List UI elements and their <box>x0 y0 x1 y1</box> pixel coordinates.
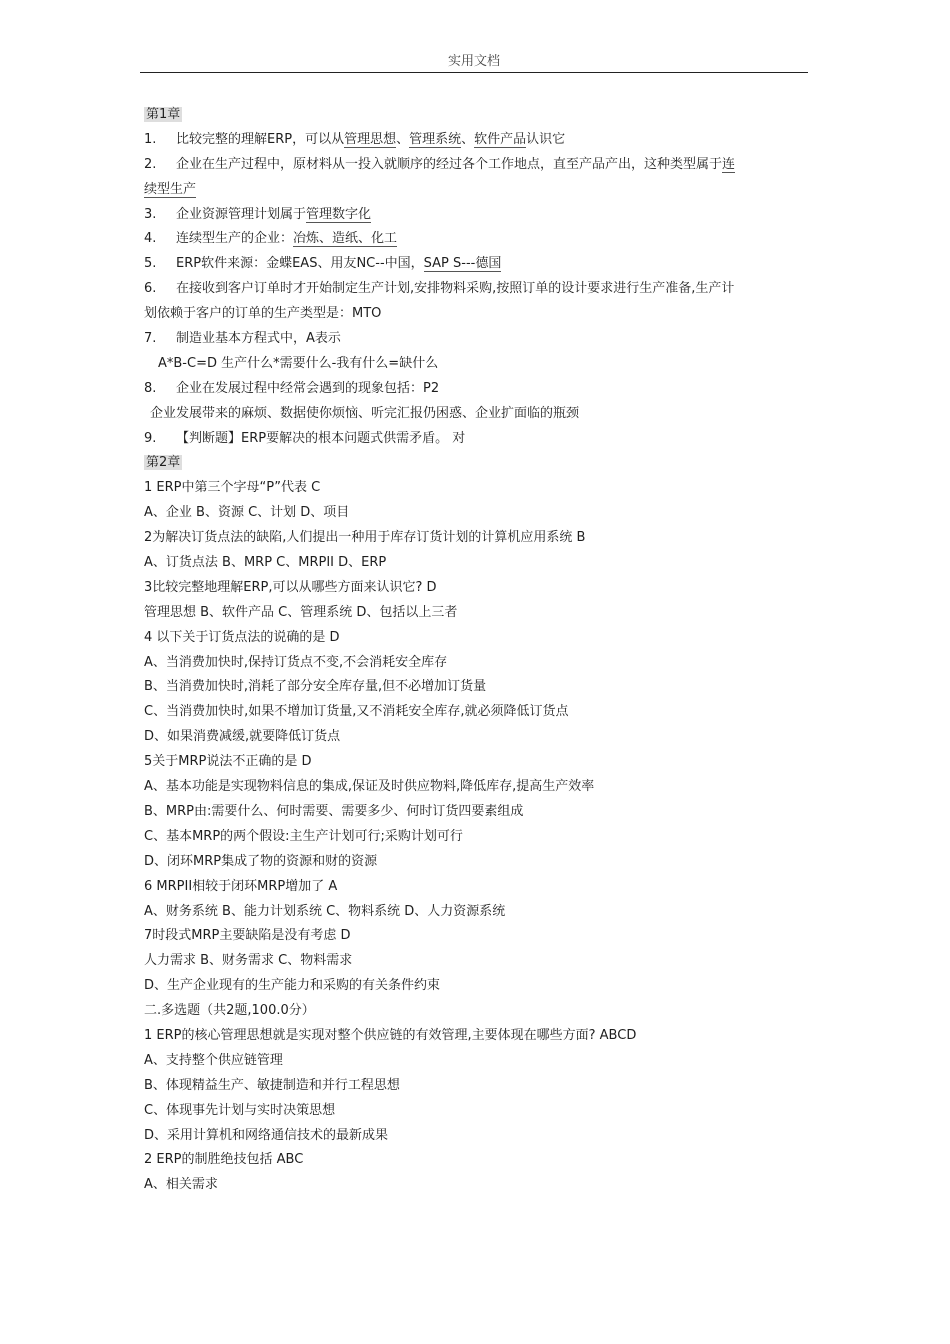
chapter-1-line <box>144 103 808 128</box>
text-line: 1 ERP的核心管理思想就是实现对整个供应链的有效管理,主要体现在哪些方面? ABCD <box>144 1027 637 1043</box>
text-line: 5关于MRP说法不正确的是 D <box>144 754 312 770</box>
text-line: A、支持整个供应链管理 <box>144 1052 283 1068</box>
q3: 3. 企业资源管理计划属于管理数字化 <box>144 206 372 222</box>
text-line: A、相关需求 <box>144 1177 218 1193</box>
q2: 2. 企业在生产过程中，原材料从一投入就顺序的经过各个工作地点，直至产品产出，这种类型属于连 <box>144 156 736 172</box>
text-line: D、生产企业现有的生产能力和采购的有关条件约束 <box>144 978 441 994</box>
text-line: 管理思想 B、软件产品 C、管理系统 D、包括以上三者 <box>144 604 458 620</box>
text-line: B、体现精益生产、敏捷制造和并行工程思想 <box>144 1077 400 1093</box>
q1: 1. 比较完整的理解ERP，可以从管理思想、管理系统、软件产品认识它 <box>144 131 566 147</box>
chapter-2-content <box>144 476 808 1198</box>
answer: 软件产品 <box>474 131 527 147</box>
text-line: 3比较完整地理解ERP,可以从哪些方面来认识它? D <box>144 579 437 595</box>
answer: 管理数字化 <box>306 206 372 222</box>
q9: 9. 【判断题】ERP要解决的根本问题式供需矛盾。 对 <box>144 430 466 446</box>
text-line: B、当消费加快时,消耗了部分安全库存量,但不必增加订货量 <box>144 679 487 695</box>
answer: 连 <box>722 156 736 172</box>
text-line: D、采用计算机和网络通信技术的最新成果 <box>144 1127 389 1143</box>
text-line: A、企业 B、资源 C、计划 D、项目 <box>144 505 350 521</box>
text-line: A、当消费加快时,保持订货点不变,不会消耗安全库存 <box>144 654 448 670</box>
q6-cont: 划依赖于客户的订单的生产类型是：MTO <box>144 306 382 322</box>
text-line: B、MRP由:需要什么、何时需要、需要多少、何时订货四要素组成 <box>144 803 524 819</box>
answer: 管理思想 <box>344 131 397 147</box>
q8: 8. 企业在发展过程中经常会遇到的现象包括：P2 <box>144 380 440 396</box>
text-line: 6 MRPII相较于闭环MRP增加了 A <box>144 878 338 894</box>
answer: SAP S---德国 <box>423 256 502 272</box>
text-line: A、财务系统 B、能力计划系统 C、物料系统 D、人力资源系统 <box>144 903 506 919</box>
text-line: 7时段式MRP主要缺陷是没有考虑 D <box>144 928 351 944</box>
text-line: 4 以下关于订货点法的说确的是 D <box>144 629 340 645</box>
text-line: 1 ERP中第三个字母“P”代表 C <box>144 480 321 496</box>
text-line: 2 ERP的制胜绝技包括 ABC <box>144 1152 304 1168</box>
text-line: A、订货点法 B、MRP C、MRPII D、ERP <box>144 555 387 571</box>
text-line: C、当消费加快时,如果不增加订货量,又不消耗安全库存,就必须降低订货点 <box>144 704 569 720</box>
text-line: A、基本功能是实现物料信息的集成,保证及时供应物料,降低库存,提高生产效率 <box>144 779 595 795</box>
text-line: D、闭环MRP集成了物的资源和财的资源 <box>144 853 378 869</box>
chapter-2-line <box>144 451 808 476</box>
text-line: 二.多选题（共2题,100.0分） <box>144 1003 315 1019</box>
document-body <box>144 103 808 1198</box>
chapter-2-heading: 第2章 <box>146 455 181 471</box>
q7-cont: A*B-C=D 生产什么*需要什么-我有什么=缺什么 <box>158 355 439 371</box>
q7: 7. 制造业基本方程式中，A表示 <box>144 331 341 347</box>
text-line: 人力需求 B、财务需求 C、物料需求 <box>144 953 353 969</box>
q6: 6. 在接收到客户订单时才开始制定生产计划,安排物料采购,按照订单的设计要求进行生产准备,生产计 <box>144 281 735 297</box>
text-line: D、如果消费减缓,就要降低订货点 <box>144 729 341 745</box>
text-line: C、基本MRP的两个假设:主生产计划可行;采购计划可行 <box>144 828 463 844</box>
answer: 续型生产 <box>144 181 197 197</box>
answer: 管理系统 <box>409 131 462 147</box>
q2-cont <box>144 178 808 203</box>
chapter-1-heading: 第1章 <box>146 107 181 122</box>
text-line: 2为解决订货点法的缺陷,人们提出一种用于库存订货计划的计算机应用系统 B <box>144 530 586 546</box>
q5: 5. ERP软件来源：金蝶EAS、用友NC--中国，SAP S---德国 <box>144 256 502 272</box>
q8-cont: 企业发展带来的麻烦、数据使你烦恼、听完汇报仍困惑、企业扩面临的瓶颈 <box>150 405 580 421</box>
text-line: C、体现事先计划与实时决策思想 <box>144 1102 336 1118</box>
q4: 4. 连续型生产的企业：冶炼、造纸、化工 <box>144 231 398 247</box>
answer: 冶炼、造纸、化工 <box>293 231 398 247</box>
page-header: 实用文档 <box>140 54 808 73</box>
